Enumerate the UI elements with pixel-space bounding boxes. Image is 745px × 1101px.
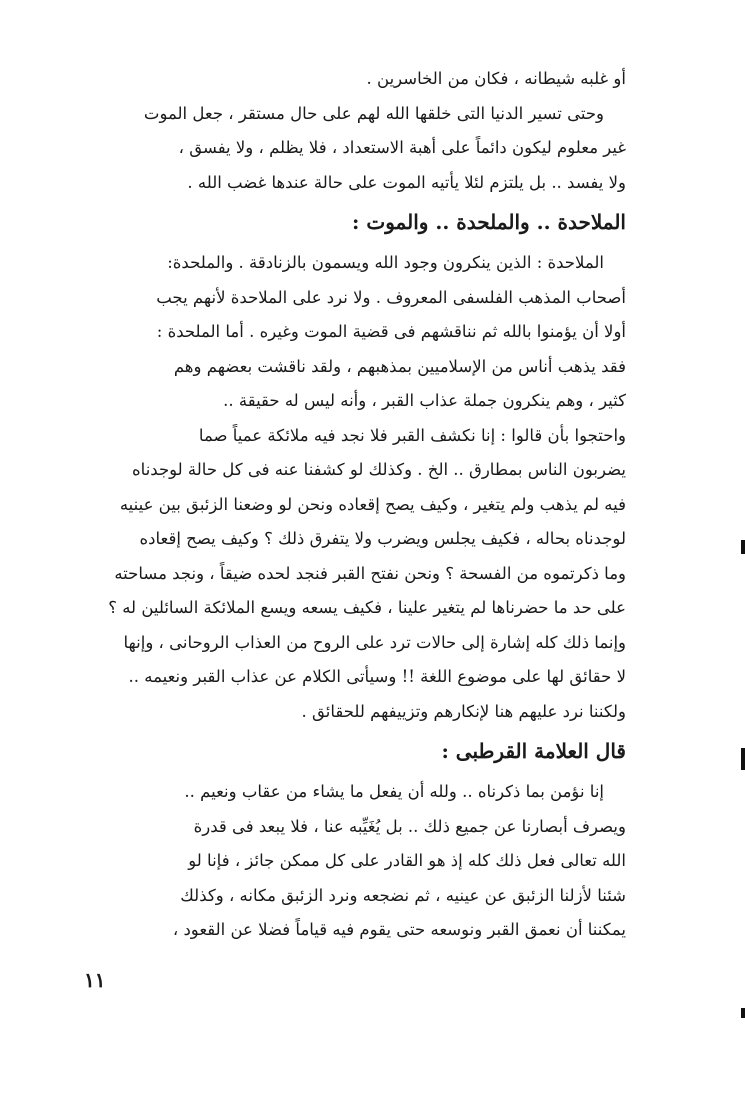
text-line: ويصرف أبصارنا عن جميع ذلك .. بل يُغَيِّبه عنا ، فلا يبعد فى قدرة bbox=[193, 816, 626, 836]
text-line: أو غلبه شيطانه ، فكان من الخاسرين . bbox=[366, 69, 626, 88]
section-atheists-body bbox=[78, 246, 626, 729]
section-heading-qurtubi: قال العلامة القرطبى : bbox=[441, 739, 626, 763]
text-line: وحتى تسير الدنيا التى خلقها الله لهم على حال مستقر ، جعل الموت bbox=[143, 103, 604, 123]
text-line: ولا يفسد .. بل يلتزم لئلا يأتيه الموت على حالة عندها غضب الله . bbox=[187, 172, 626, 192]
text-line: يضربون الناس بمطارق .. الخ . وكذلك لو كشفنا عنه فى كل حالة لوجدناه bbox=[132, 460, 626, 479]
text-line: لا حقائق لها على موضوع اللغة !! وسيأتى الكلام عن عذاب القبر ونعيمه .. bbox=[128, 667, 626, 686]
intro-paragraph bbox=[78, 62, 626, 200]
scan-edge-mark bbox=[741, 540, 745, 554]
text-line: وإنما ذلك كله إشارة إلى حالات ترد على الروح من العذاب الروحانى ، وإنها bbox=[123, 632, 626, 652]
text-line: إنا نؤمن بما ذكرناه .. ولله أن يفعل ما يشاء من عقاب ونعيم .. bbox=[184, 782, 604, 801]
text-line: أولا أن يؤمنوا بالله ثم نناقشهم فى قضية الموت وغيره . أما الملحدة : bbox=[156, 322, 626, 341]
text-line: وما ذكرتموه من الفسحة ؟ ونحن نفتح القبر فنجد لحده ضيقاً ، ونجد مساحته bbox=[114, 563, 626, 583]
text-line: فقد يذهب أناس من الإسلاميين بمذهبهم ، ولقد ناقشت بعضهم وهم bbox=[173, 356, 626, 376]
text-line: يمكننا أن نعمق القبر ونوسعه حتى يقوم فيه قياماً فضلا عن القعود ، bbox=[172, 920, 626, 939]
scan-edge-mark bbox=[741, 1008, 745, 1018]
text-line: واحتجوا بأن قالوا : إنا نكشف القبر فلا نجد فيه ملائكة عمياً صما bbox=[198, 425, 626, 445]
section-qurtubi-body bbox=[78, 775, 626, 948]
text-line: الملاحدة : الذين ينكرون وجود الله ويسمون بالزنادقة . والملحدة: bbox=[167, 253, 604, 272]
text-line: لوجدناه بحاله ، فكيف يجلس ويضرب ولا يتفرق ذلك ؟ وكيف يصح إقعاده bbox=[139, 529, 626, 548]
scan-edge-mark bbox=[741, 748, 745, 770]
page-body bbox=[78, 62, 626, 948]
text-line: ولكننا نرد عليهم هنا لإنكارهم وتزييفهم للحقائق . bbox=[301, 701, 626, 721]
page-number: ١١ bbox=[84, 968, 106, 992]
text-line: أصحاب المذهب الفلسفى المعروف . ولا نرد على الملاحدة لأنهم يجب bbox=[156, 287, 626, 307]
text-line: شئنا لأزلنا الزئبق عن عينيه ، ثم نضجعه ونرد الزئبق مكانه ، وكذلك bbox=[180, 885, 626, 905]
text-line: الله تعالى فعل ذلك كله إذ هو القادر على كل ممكن جائز ، فإنا لو bbox=[188, 851, 626, 870]
section-heading-atheists: الملاحدة .. والملحدة .. والموت : bbox=[352, 210, 626, 234]
text-line: على حد ما حضرناها لم يتغير علينا ، فكيف يسعه ويسع الملائكة السائلين له ؟ bbox=[108, 598, 626, 617]
text-line: فيه لم يذهب ولم يتغير ، وكيف يصح إقعاده ونحن لو وضعنا الزئبق بين عينيه bbox=[119, 494, 626, 514]
text-line: كثير ، وهم ينكرون جملة عذاب القبر ، وأنه ليس له حقيقة .. bbox=[223, 391, 626, 410]
text-line: غير معلوم ليكون دائماً على أهبة الاستعداد ، فلا يظلم ، ولا يفسق ، bbox=[178, 138, 626, 157]
